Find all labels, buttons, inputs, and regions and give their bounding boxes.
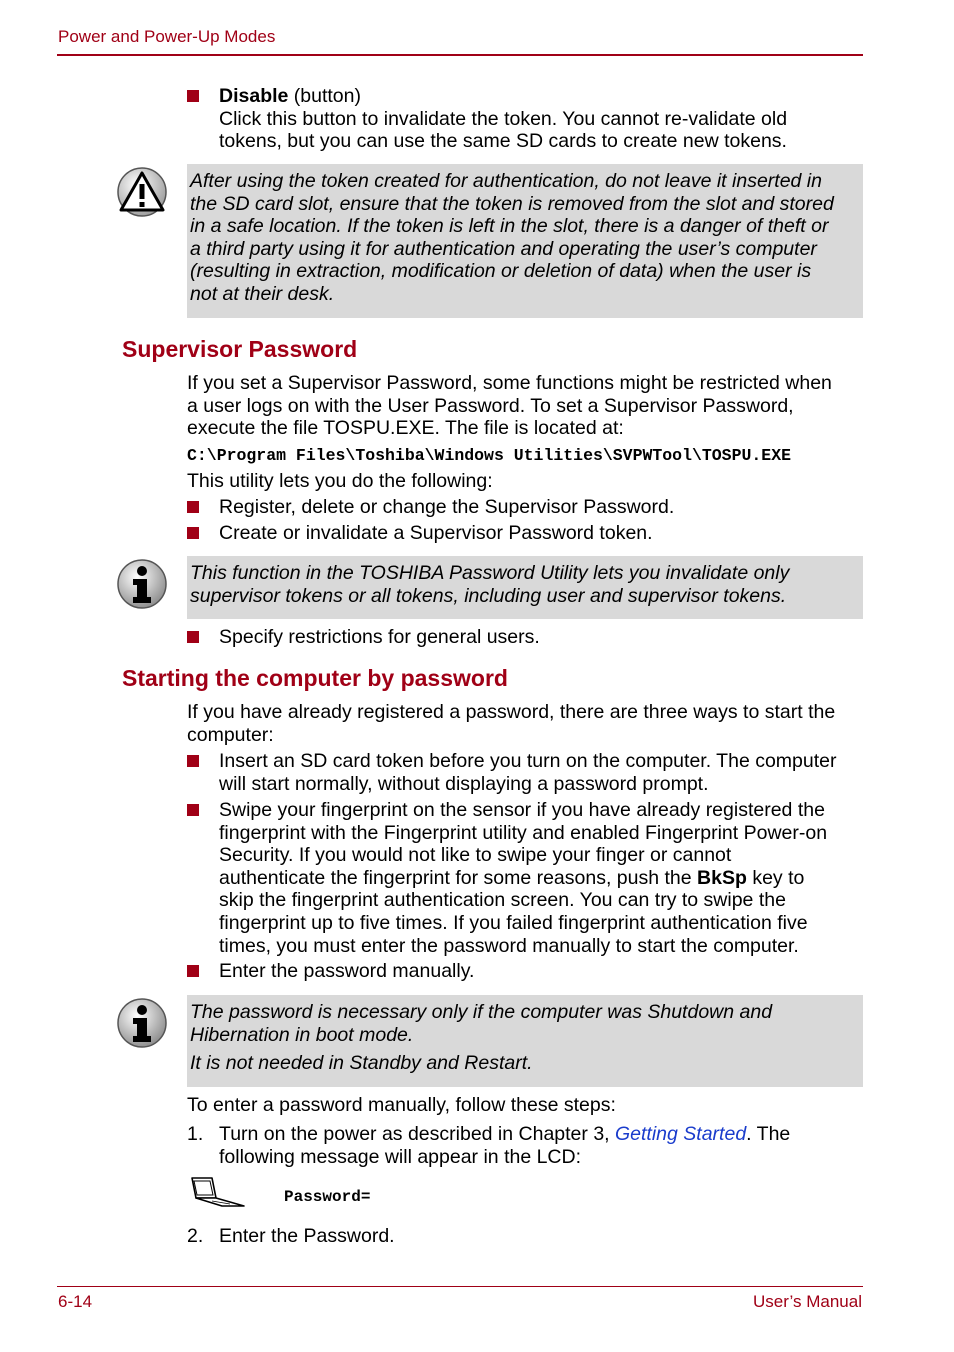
step-2: Enter the Password. bbox=[219, 1225, 395, 1247]
starting-para-line: If you have already registered a password, there are three ways to start the bbox=[187, 701, 836, 723]
bullet-marker bbox=[187, 501, 199, 513]
bullet-marker bbox=[187, 965, 199, 977]
running-header: Power and Power-Up Modes bbox=[58, 27, 276, 46]
info-icon bbox=[116, 558, 168, 610]
bksp-pre: authenticate the fingerprint for some reasons, push the bbox=[219, 866, 698, 889]
info-note-line: supervisor tokens or all tokens, including user and supervisor tokens. bbox=[190, 584, 787, 607]
steps-intro: To enter a password manually, follow these steps: bbox=[187, 1094, 616, 1116]
starting-paragraph bbox=[187, 701, 864, 746]
start-method-line: skip the fingerprint authentication screen. You can try to swipe the bbox=[219, 889, 786, 912]
step-number: 1. bbox=[187, 1123, 204, 1145]
starting-heading: Starting the computer by password bbox=[122, 665, 508, 691]
page-number: 6-14 bbox=[58, 1292, 93, 1311]
bullet-marker bbox=[187, 90, 199, 102]
supervisor-para-line: If you set a Supervisor Password, some functions might be restricted when bbox=[187, 372, 832, 394]
start-method-line: fingerprint up to five times. If you failed fingerprint authentication five bbox=[219, 911, 808, 934]
supervisor-para-line: a user logs on with the User Password. To set a Supervisor Password, bbox=[187, 394, 794, 417]
bullet-marker bbox=[187, 631, 199, 643]
warning-note bbox=[187, 164, 863, 318]
disable-label: Disable bbox=[219, 85, 289, 107]
bullet-marker bbox=[187, 527, 199, 539]
warning-note-line: the SD card slot, ensure that the token is removed from the slot and stored bbox=[190, 192, 834, 215]
info-icon bbox=[116, 997, 168, 1049]
header-rule bbox=[57, 54, 863, 56]
restriction-bullet: Specify restrictions for general users. bbox=[219, 626, 540, 648]
step1-pre: Turn on the power as described in Chapter 3, bbox=[219, 1123, 615, 1145]
bksp-key: BkSp bbox=[697, 866, 747, 889]
step-number: 2. bbox=[187, 1225, 204, 1247]
info-note-line: This function in the TOSHIBA Password Utility lets you invalidate only bbox=[190, 562, 790, 584]
start-method-sd bbox=[219, 750, 864, 795]
info-note-line: It is not needed in Standby and Restart. bbox=[190, 1052, 533, 1075]
warning-note-line: in a safe location. If the token is left in the slot, there is a danger of theft or bbox=[190, 215, 829, 238]
start-method-manual: Enter the password manually. bbox=[219, 960, 475, 982]
supervisor-bullet: Register, delete or change the Supervisor Password. bbox=[219, 496, 675, 518]
warning-note-line: a third party using it for authentication and operating the user’s computer bbox=[190, 237, 817, 260]
info-note-line: The password is necessary only if the computer was Shutdown and bbox=[190, 1001, 773, 1023]
supervisor-para-line: execute the file TOSPU.EXE. The file is located at: bbox=[187, 417, 624, 440]
start-method-line: Security. If you would not like to swipe your finger or cannot bbox=[219, 844, 732, 867]
lcd-message: Password= bbox=[284, 1188, 371, 1206]
step1-line: following message will appear in the LCD: bbox=[219, 1145, 582, 1168]
bullet-marker bbox=[187, 804, 199, 816]
disable-suffix: (button) bbox=[288, 85, 361, 107]
manual-title: User’s Manual bbox=[753, 1292, 862, 1311]
file-path: C:\Program Files\Toshiba\Windows Utilities\SVPWTool\TOSPU.EXE bbox=[187, 446, 791, 465]
disable-desc-line: tokens, but you can use the same SD cards to create new tokens. bbox=[219, 130, 787, 153]
utility-intro: This utility lets you do the following: bbox=[187, 470, 493, 492]
disable-desc-line: Click this button to invalidate the token. You cannot re-validate old bbox=[219, 107, 788, 130]
footer-rule bbox=[57, 1286, 863, 1287]
supervisor-paragraph bbox=[187, 372, 864, 440]
start-method-fingerprint bbox=[219, 799, 864, 957]
info-note bbox=[187, 995, 863, 1087]
bksp-post: key to bbox=[746, 866, 805, 889]
start-method-line: fingerprint with the Fingerprint utility and enabled Fingerprint Power-on bbox=[219, 821, 828, 844]
bullet-marker bbox=[187, 755, 199, 767]
laptop-icon bbox=[186, 1176, 246, 1212]
info-note bbox=[187, 556, 863, 619]
warning-note-line: After using the token created for authentication, do not leave it inserted in bbox=[190, 170, 822, 192]
warning-icon bbox=[116, 166, 168, 218]
supervisor-bullet: Create or invalidate a Supervisor Password token. bbox=[219, 522, 653, 544]
start-method-line bbox=[219, 867, 864, 890]
starting-para-line: computer: bbox=[187, 723, 274, 746]
info-note-line: Hibernation in boot mode. bbox=[190, 1023, 414, 1046]
start-method-line: Insert an SD card token before you turn on the computer. The computer bbox=[219, 750, 837, 772]
disable-item bbox=[219, 85, 864, 153]
start-method-line: Swipe your fingerprint on the sensor if you have already registered the bbox=[219, 799, 825, 821]
warning-note-line: not at their desk. bbox=[190, 282, 335, 305]
warning-note-line: (resulting in extraction, modification or deletion of data) when the user is bbox=[190, 260, 812, 283]
supervisor-heading: Supervisor Password bbox=[122, 336, 358, 362]
step1-post: . The bbox=[746, 1123, 791, 1145]
start-method-line: will start normally, without displaying a password prompt. bbox=[219, 772, 709, 795]
start-method-line: times, you must enter the password manually to start the computer. bbox=[219, 934, 799, 957]
getting-started-link[interactable]: Getting Started bbox=[615, 1123, 747, 1145]
step-1 bbox=[219, 1123, 864, 1168]
